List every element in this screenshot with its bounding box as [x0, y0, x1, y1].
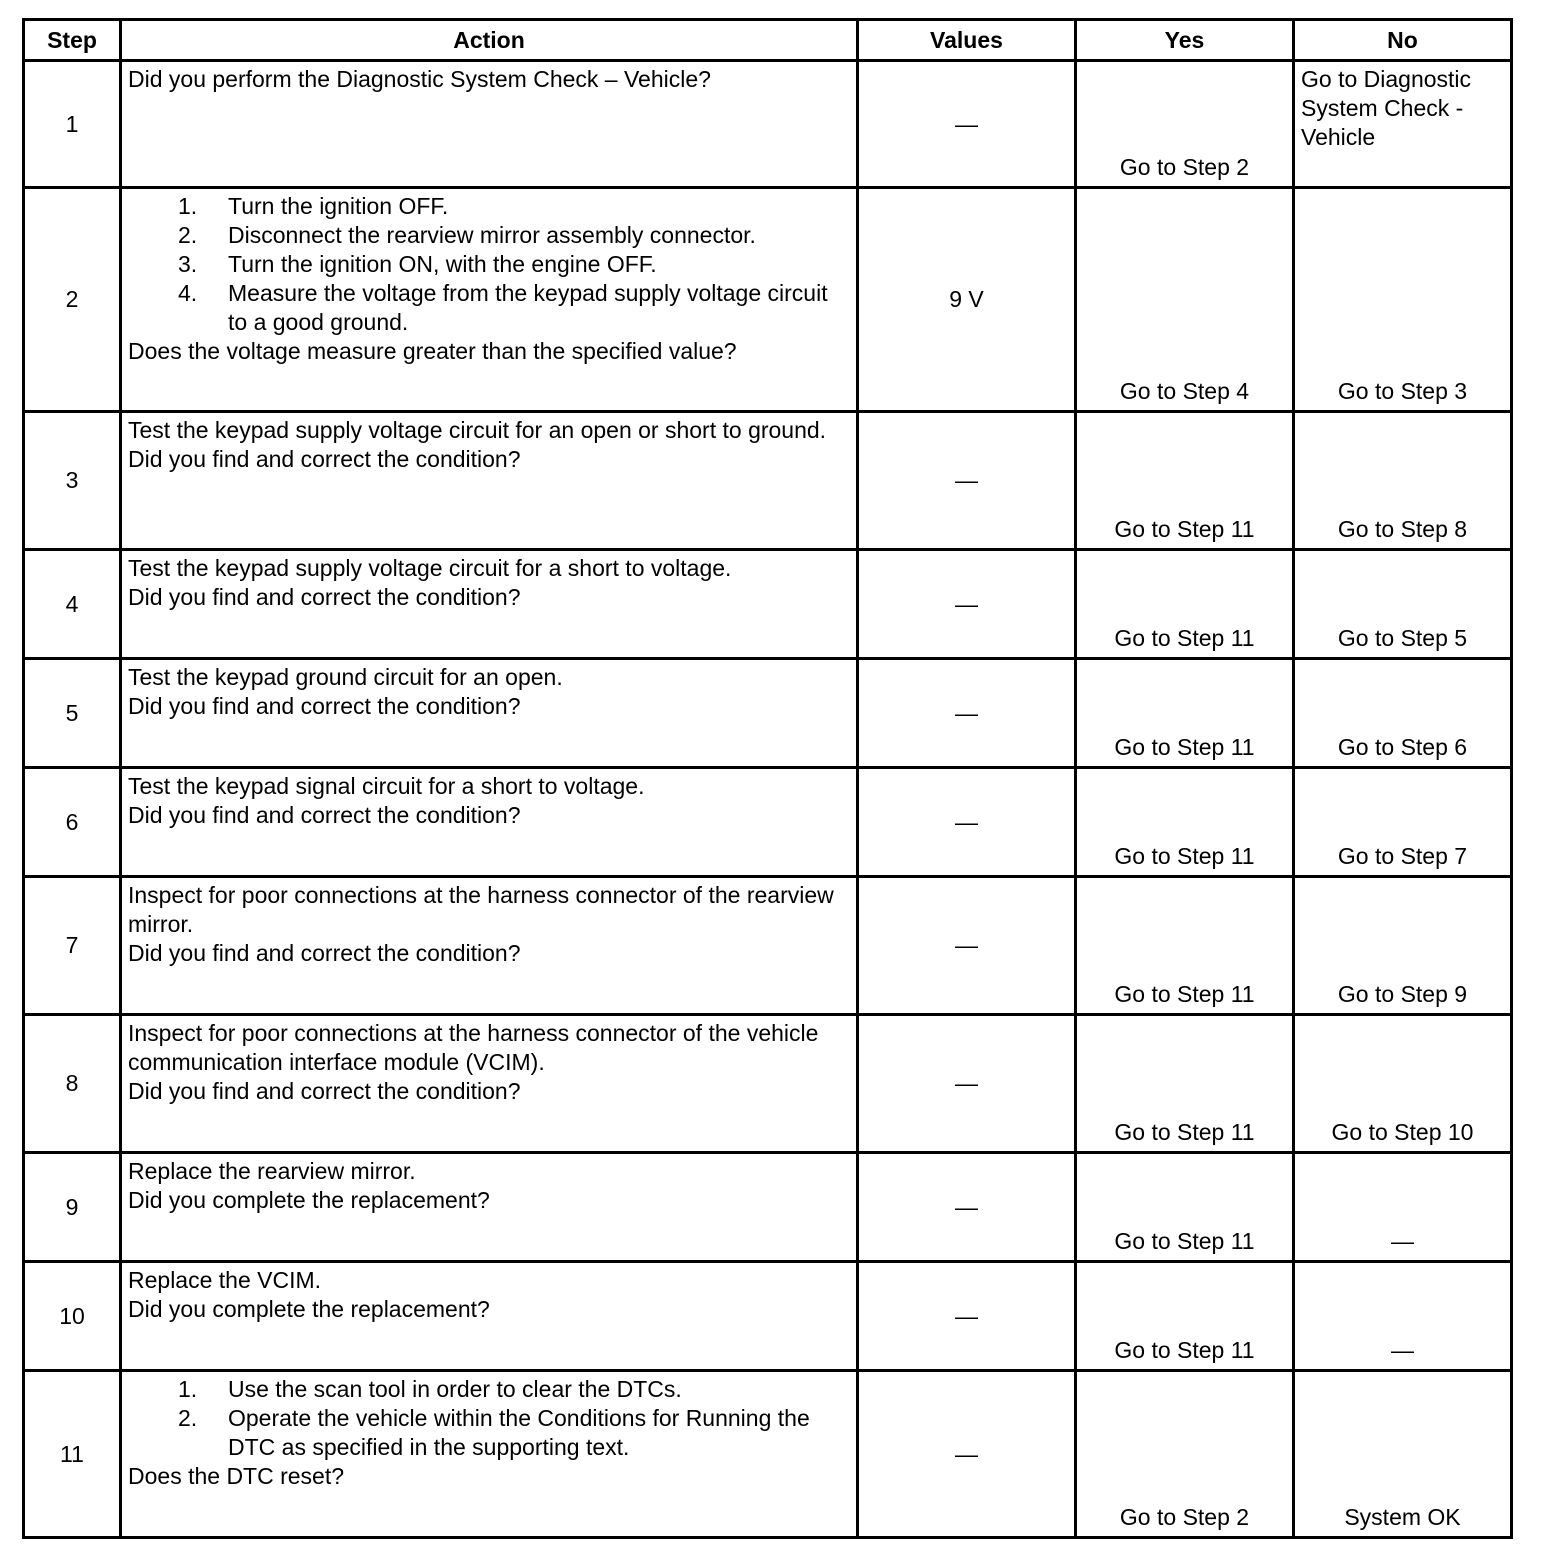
action-question: Did you find and correct the condition? [128, 802, 521, 828]
action-steps-list [128, 192, 850, 337]
header-step: Step [24, 20, 121, 61]
no-cell: Go to Step 5 [1294, 550, 1512, 659]
action-text: Inspect for poor connections at the harness connector of the vehicle communication interface module (VCIM). [128, 1020, 819, 1075]
table-row [24, 877, 1512, 1015]
yes-cell: Go to Step 4 [1076, 188, 1294, 412]
action-cell [121, 659, 858, 768]
yes-cell: Go to Step 11 [1076, 550, 1294, 659]
action-cell [121, 188, 858, 412]
action-cell [121, 768, 858, 877]
table-row [24, 768, 1512, 877]
value-cell: — [858, 412, 1076, 550]
table-row [24, 1262, 1512, 1371]
action-cell [121, 412, 858, 550]
table-row [24, 659, 1512, 768]
action-question: Does the DTC reset? [128, 1463, 345, 1489]
step-number: 6 [24, 768, 121, 877]
step-number: 5 [24, 659, 121, 768]
yes-cell: Go to Step 11 [1076, 1153, 1294, 1262]
action-text: Inspect for poor connections at the harness connector of the rearview mirror. [128, 882, 834, 937]
action-question: Did you complete the replacement? [128, 1187, 490, 1213]
no-cell: Go to Step 7 [1294, 768, 1512, 877]
header-values: Values [858, 20, 1076, 61]
yes-cell: Go to Step 11 [1076, 659, 1294, 768]
yes-cell: Go to Step 11 [1076, 1015, 1294, 1153]
header-action: Action [121, 20, 858, 61]
list-item: 1. Turn the ignition OFF. [178, 193, 449, 219]
action-cell [121, 1371, 858, 1538]
no-cell: Go to Step 3 [1294, 188, 1512, 412]
list-item: 4. Measure the voltage from the keypad supply voltage circuit to a good ground. [178, 280, 828, 335]
action-text: Replace the VCIM. [128, 1267, 322, 1293]
action-cell [121, 1015, 858, 1153]
action-question: Did you find and correct the condition? [128, 584, 521, 610]
step-number: 4 [24, 550, 121, 659]
action-cell [121, 1262, 858, 1371]
list-item: 1. Use the scan tool in order to clear the DTCs. [178, 1376, 682, 1402]
table-row [24, 412, 1512, 550]
table-row [24, 1153, 1512, 1262]
action-question: Does the voltage measure greater than the specified value? [128, 338, 737, 364]
action-cell [121, 877, 858, 1015]
action-question: Did you find and correct the condition? [128, 446, 521, 472]
diagnostic-table [22, 18, 1513, 1539]
yes-cell: Go to Step 2 [1076, 61, 1294, 188]
step-number: 10 [24, 1262, 121, 1371]
value-cell: — [858, 61, 1076, 188]
step-number: 1 [24, 61, 121, 188]
action-cell [121, 550, 858, 659]
action-question: Did you find and correct the condition? [128, 940, 521, 966]
no-cell: Go to Diagnostic System Check - Vehicle [1294, 61, 1512, 188]
action-question: Did you find and correct the condition? [128, 693, 521, 719]
value-cell: — [858, 1153, 1076, 1262]
action-text: Test the keypad signal circuit for a short to voltage. [128, 773, 645, 799]
no-cell: System OK [1294, 1371, 1512, 1538]
no-cell: Go to Step 6 [1294, 659, 1512, 768]
header-yes: Yes [1076, 20, 1294, 61]
action-steps-list [128, 1375, 850, 1462]
no-cell: Go to Step 9 [1294, 877, 1512, 1015]
table-header-row [24, 20, 1512, 61]
action-question: Did you find and correct the condition? [128, 1078, 521, 1104]
yes-cell: Go to Step 11 [1076, 412, 1294, 550]
value-cell: 9 V [858, 188, 1076, 412]
yes-cell: Go to Step 11 [1076, 877, 1294, 1015]
step-number: 9 [24, 1153, 121, 1262]
value-cell: — [858, 550, 1076, 659]
value-cell: — [858, 659, 1076, 768]
action-text: Test the keypad supply voltage circuit for a short to voltage. [128, 555, 732, 581]
yes-cell: Go to Step 2 [1076, 1371, 1294, 1538]
step-number: 7 [24, 877, 121, 1015]
no-cell: Go to Step 10 [1294, 1015, 1512, 1153]
no-cell: — [1294, 1153, 1512, 1262]
list-item: 2. Operate the vehicle within the Conditions for Running the DTC as specified in the supporting text. [178, 1405, 810, 1460]
action-cell [121, 61, 858, 188]
value-cell: — [858, 1015, 1076, 1153]
table-row [24, 188, 1512, 412]
yes-cell: Go to Step 11 [1076, 768, 1294, 877]
table-row [24, 1371, 1512, 1538]
action-text: Did you perform the Diagnostic System Check – Vehicle? [128, 66, 711, 92]
list-item: 3. Turn the ignition ON, with the engine OFF. [178, 251, 657, 277]
step-number: 8 [24, 1015, 121, 1153]
action-question: Did you complete the replacement? [128, 1296, 490, 1322]
action-text: Test the keypad ground circuit for an open. [128, 664, 563, 690]
list-item: 2. Disconnect the rearview mirror assembly connector. [178, 222, 756, 248]
action-text: Test the keypad supply voltage circuit for an open or short to ground. [128, 417, 827, 443]
no-cell: — [1294, 1262, 1512, 1371]
yes-cell: Go to Step 11 [1076, 1262, 1294, 1371]
value-cell: — [858, 1371, 1076, 1538]
action-text: Replace the rearview mirror. [128, 1158, 416, 1184]
action-cell [121, 1153, 858, 1262]
table-row [24, 550, 1512, 659]
no-cell: Go to Step 8 [1294, 412, 1512, 550]
step-number: 11 [24, 1371, 121, 1538]
value-cell: — [858, 768, 1076, 877]
header-no: No [1294, 20, 1512, 61]
table-row [24, 61, 1512, 188]
value-cell: — [858, 1262, 1076, 1371]
table-row [24, 1015, 1512, 1153]
step-number: 3 [24, 412, 121, 550]
value-cell: — [858, 877, 1076, 1015]
step-number: 2 [24, 188, 121, 412]
